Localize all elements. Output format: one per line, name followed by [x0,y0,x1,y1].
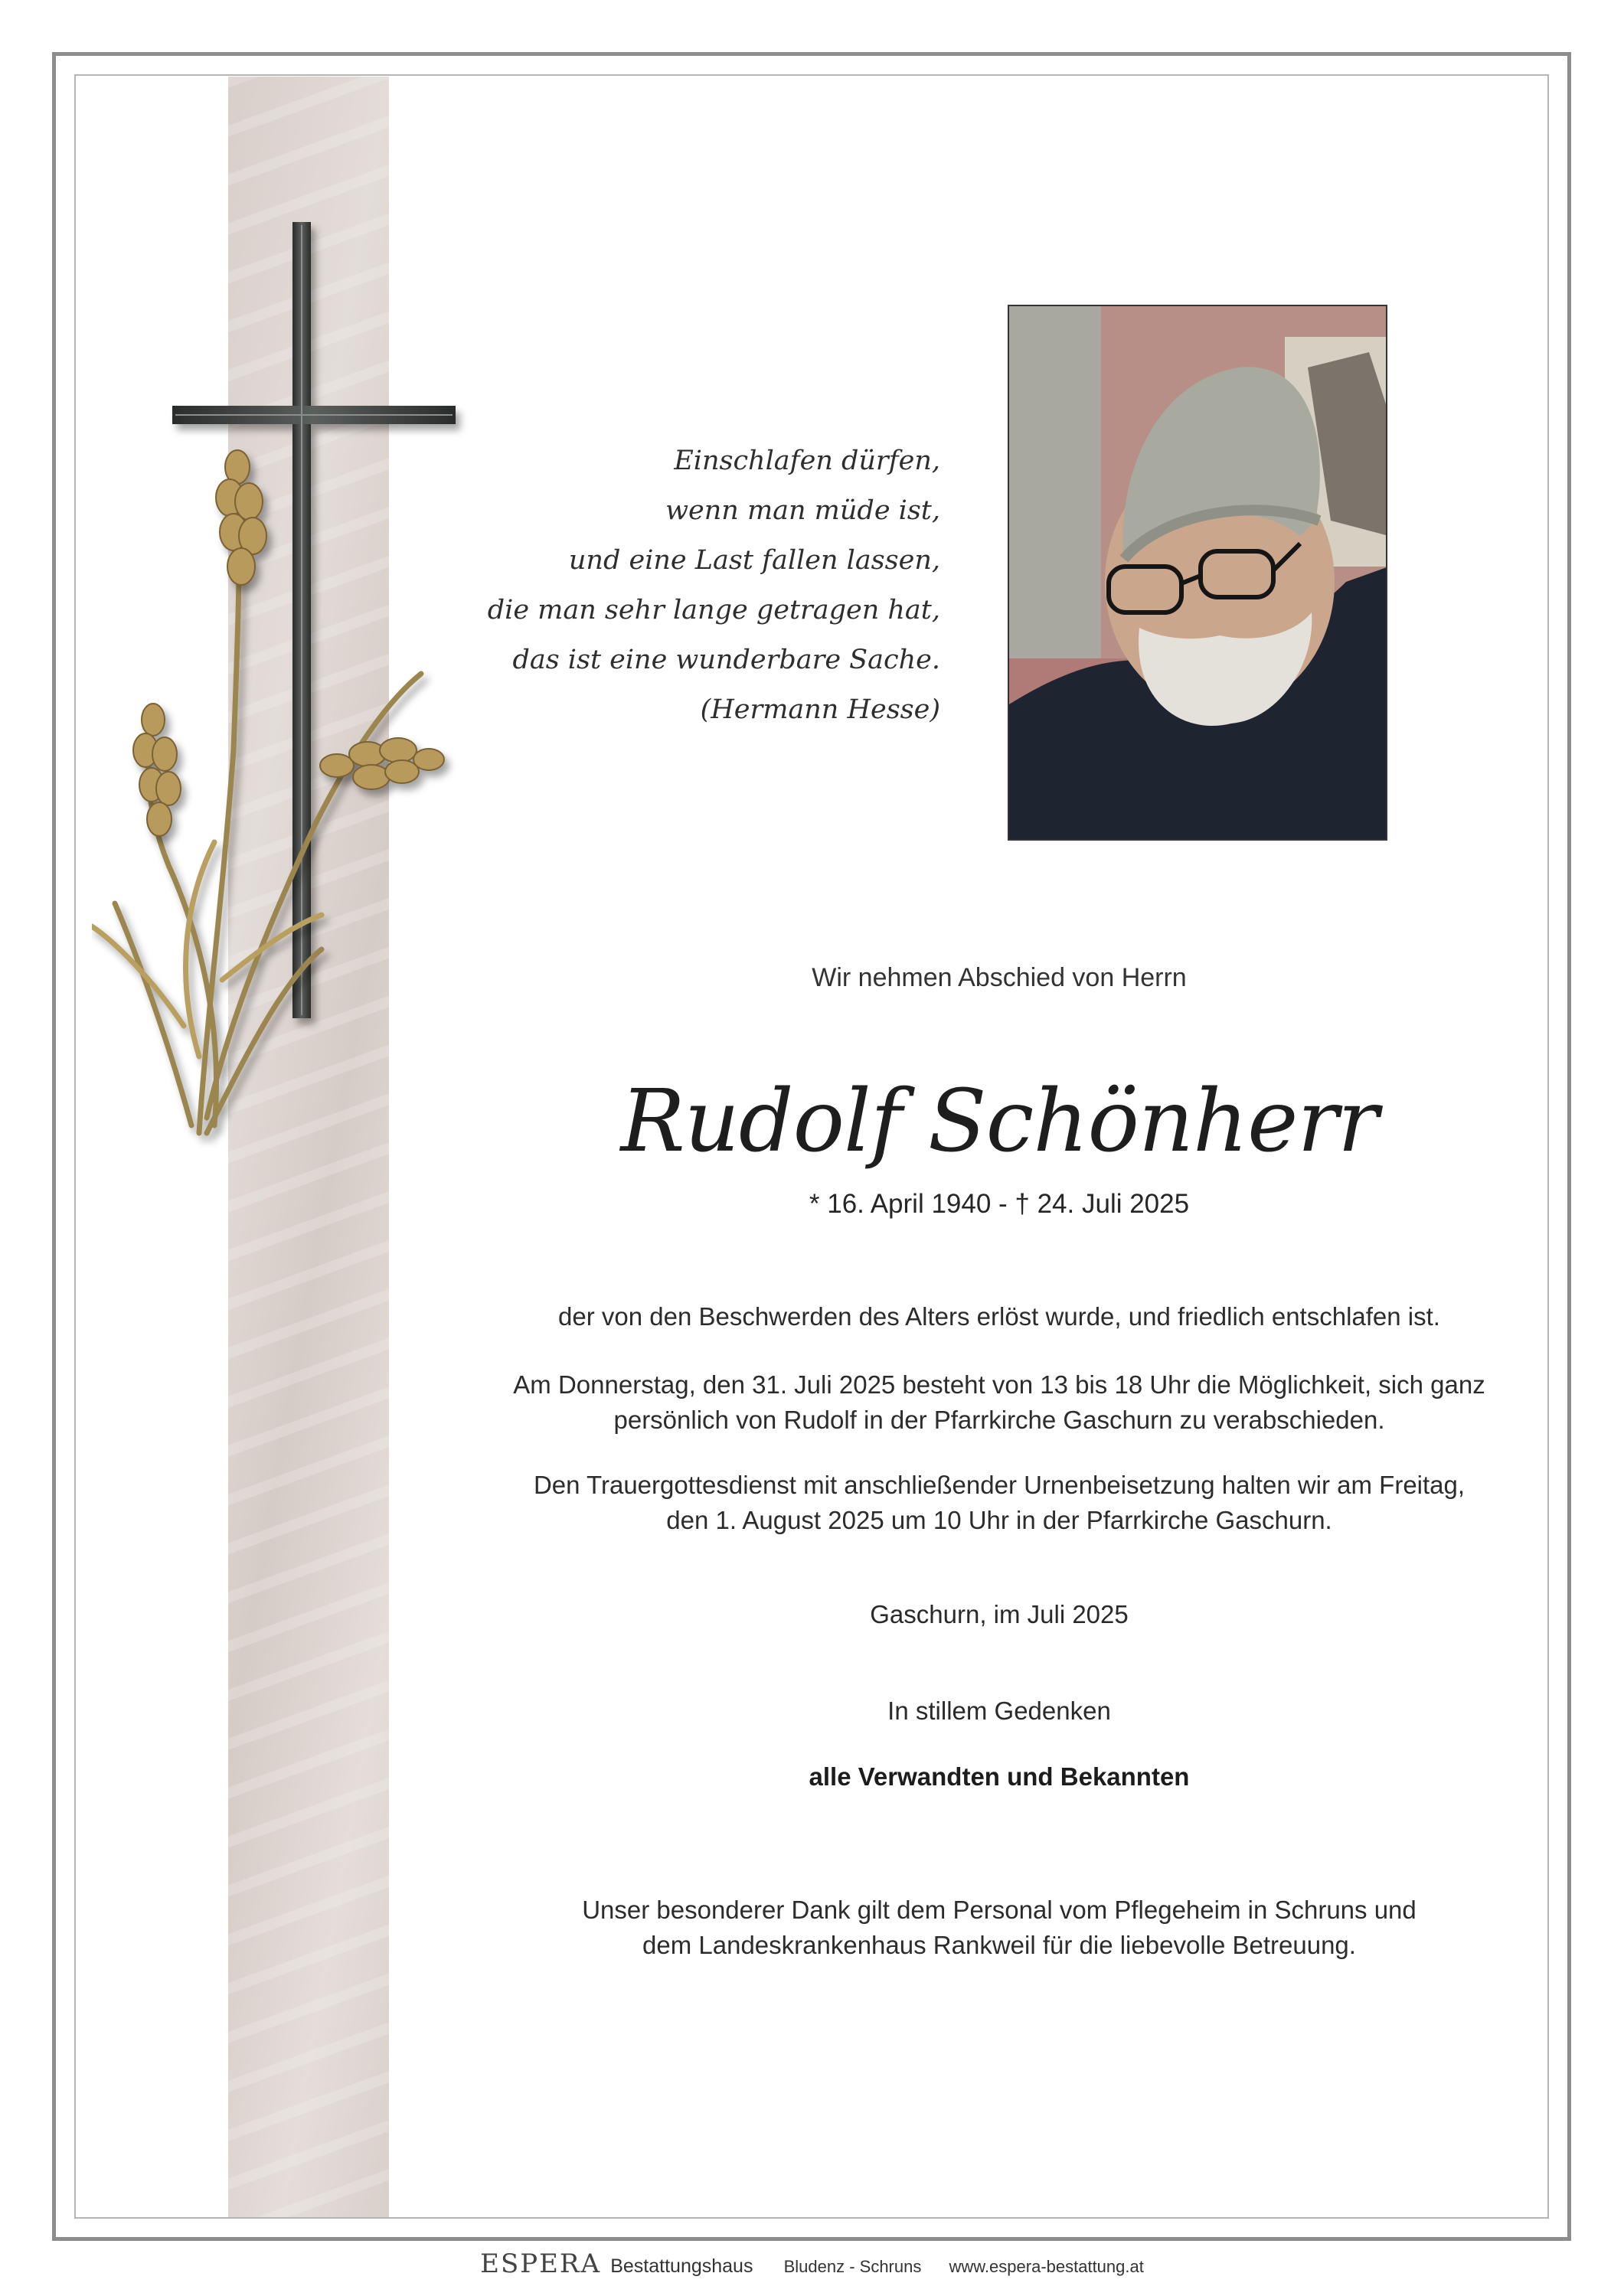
quote-author: (Hermann Hesse) [700,694,940,725]
paragraph-viewing [490,1367,1508,1438]
thanks-line: dem Landeskrankenhaus Rankweil für die liebevolle Betreuung. [642,1931,1356,1959]
footer-website[interactable]: www.espera-bestattung.at [949,2257,1144,2276]
quote-line: und eine Last fallen lassen, [568,545,940,576]
paragraph-service [490,1468,1508,1538]
cross-wheat-icon [92,214,490,1164]
quote-line: Einschlafen dürfen, [674,446,940,476]
footer-locations: Bludenz - Schruns [783,2257,922,2276]
paragraph-line: den 1. August 2025 um 10 Uhr in der Pfarrkirche Gaschurn. [666,1506,1332,1534]
quote-line: das ist eine wunderbare Sache. [512,645,940,675]
life-dates: * 16. April 1940 - † 24. Juli 2025 [809,1189,1190,1219]
quote-line: wenn man müde ist, [665,495,940,526]
paragraph-line: der von den Beschwerden des Alters erlöst wurde, und friedlich entschlafen ist. [558,1302,1440,1331]
paragraph-release [490,1299,1508,1334]
quote-block [481,436,940,735]
paragraph-line: persönlich von Rudolf in der Pfarrkirche Gaschurn zu verabschieden. [613,1406,1385,1434]
portrait-photo [1008,305,1387,841]
footer [0,2249,1624,2279]
footer-brand: ESPERA [480,2249,602,2279]
paragraph-line: Den Trauergottesdienst mit anschließender Urnenbeisetzung halten wir am Freitag, [533,1471,1466,1499]
quote-line: die man sehr lange getragen hat, [487,595,940,625]
paragraph-line: Am Donnerstag, den 31. Juli 2025 besteht von 13 bis 18 Uhr die Möglichkeit, sich ganz [513,1370,1485,1399]
footer-subtitle: Bestattungshaus [610,2255,753,2277]
place-date: Gaschurn, im Juli 2025 [870,1600,1129,1628]
thanks-paragraph [490,1893,1508,1963]
portrait-image [1009,306,1387,841]
signatories: alle Verwandten und Bekannten [809,1762,1190,1791]
deceased-name: Rudolf Schönherr [620,1072,1378,1171]
farewell-intro: Wir nehmen Abschied von Herrn [812,963,1187,992]
in-memory-line: In stillem Gedenken [887,1697,1111,1725]
thanks-line: Unser besonderer Dank gilt dem Personal vom Pflegeheim in Schruns und [582,1896,1417,1924]
